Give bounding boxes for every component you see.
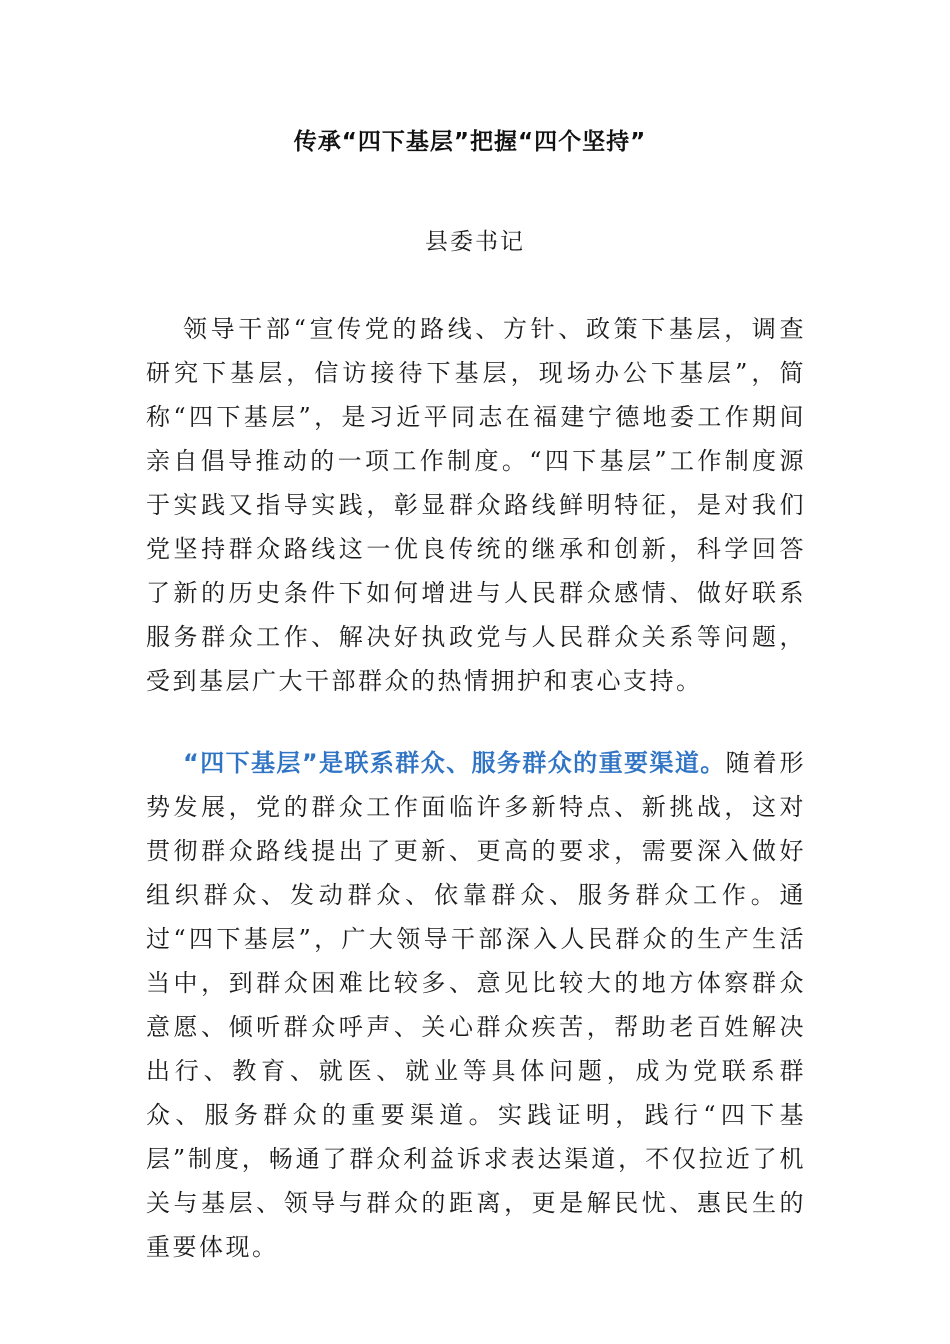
paragraph-lead-heading: “四下基层”是联系群众、服务群众的重要渠道。: [183, 749, 726, 777]
document-title: 传承“四下基层”把握“四个坚持”: [293, 129, 647, 155]
paragraph-text: 随着形势发展，党的群众工作面临许多新特点、新挑战，这对贯彻群众路线提出了更新、更高的要求，需要深入做好组织群众、发动群众、依靠群众、服务群众工作。通过“四下基层”，广大领导干部深入人民群众的生产生活当中，到群众困难比较多、意见比较大的地方体察群众意愿、倾听群众呼声、关心群众疾苦，帮助老百姓解决出行、教育、就医、就业等具体问题，成为党联系群众、服务群众的重要渠道。实践证明，践行“四下基层”制度，畅通了群众利益诉求表达渠道，不仅拉近了机关与基层、领导与群众的距离，更是解民忧、惠民生的重要体现。: [146, 749, 807, 1261]
paragraph-text: 领导干部“宣传党的路线、方针、政策下基层，调查研究下基层，信访接待下基层，现场办公下基层”，简称“四下基层”，是习近平同志在福建宁德地委工作期间亲自倡导推动的一项工作制度。“四下基层”工作制度源于实践又指导实践，彰显群众路线鲜明特征，是对我们党坚持群众路线这一优良传统的继承和创新，科学回答了新的历史条件下如何增进与人民群众感情、做好联系服务群众工作、解决好执政党与人民群众关系等问题，受到基层广大干部群众的热情拥护和衷心支持。: [146, 315, 806, 695]
document-author: 县委书记: [425, 229, 525, 255]
paragraph-intro: [146, 307, 806, 703]
paragraph-channel: [146, 741, 806, 1269]
